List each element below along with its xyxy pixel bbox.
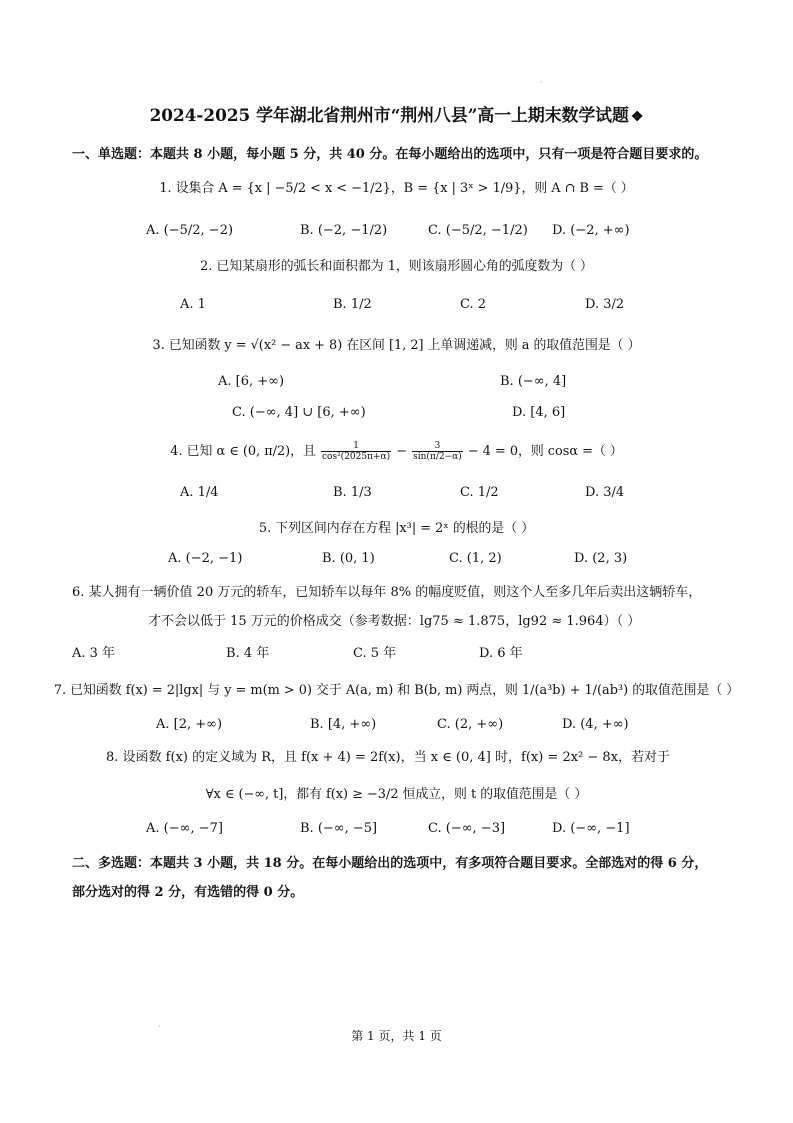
question-3-option-c: C. (−∞, 4] ∪ [6, +∞): [232, 405, 366, 420]
question-1-option-d: D. (−2, +∞): [552, 223, 630, 238]
question-5-option-c: C. (1, 2): [449, 551, 502, 566]
title-text: 2024-2025 学年湖北省荆州市“荆州八县”高一上期末数学试题: [149, 105, 629, 125]
question-6-option-a: A. 3 年: [72, 646, 116, 661]
question-7-option-b: B. [4, +∞): [310, 717, 377, 732]
question-1-stem: 1. 设集合 A = {x | −5/2 < x < −1/2}，B = {x | 3ˣ > 1/9}，则 A ∩ B =（ ）: [159, 181, 634, 196]
question-4-option-d: D. 3/4: [585, 485, 625, 500]
question-6-option-d: D. 6 年: [479, 646, 523, 661]
question-8-option-a: A. (−∞, −7]: [146, 821, 223, 836]
question-3-option-d: D. [4, 6]: [512, 405, 566, 420]
question-8-stem-line-1: 8. 设函数 f(x) 的定义域为 R，且 f(x + 4) = 2f(x)，当 x ∈ (0, 4] 时，f(x) = 2x² − 8x，若对于: [106, 750, 671, 765]
section-2-heading-line-2: 部分选对的得 2 分，有选错的得 0 分。: [72, 885, 304, 900]
fraction-1-denominator: cos²(2025π+α): [322, 452, 391, 462]
question-3-stem: 3. 已知函数 y = √(x² − ax + 8) 在区间 [1, 2] 上单调递减，则 a 的取值范围是（ ）: [152, 338, 641, 353]
question-2-option-a: A. 1: [180, 297, 206, 312]
question-5-option-b: B. (0, 1): [322, 551, 375, 566]
question-8-option-d: D. (−∞, −1]: [552, 821, 630, 836]
question-8-option-b: B. (−∞, −5]: [300, 821, 378, 836]
question-8-option-c: C. (−∞, −3]: [428, 821, 506, 836]
question-4-fraction-1: [321, 441, 391, 462]
question-6-option-c: C. 5 年: [353, 646, 397, 661]
question-5-option-a: A. (−2, −1): [168, 551, 243, 566]
question-1-option-c: C. (−5/2, −1/2): [428, 223, 528, 238]
fraction-2-denominator: sin(π/2−α): [413, 452, 462, 462]
question-3-option-b: B. (−∞, 4]: [500, 374, 567, 389]
question-6-stem-line-1: 6. 某人拥有一辆价值 20 万元的轿车，已知轿车以每年 8% 的幅度贬值，则这个人至多几年后卖出这辆轿车，: [72, 585, 702, 600]
section-2-heading-line-1: 二、多选题：本题共 3 小题，共 18 分。在每小题给出的选项中，有多项符合题目要求。全部选对的得 6 分，: [72, 856, 708, 871]
question-1-option-a: A. (−5/2, −2): [146, 223, 234, 238]
question-5-option-d: D. (2, 3): [574, 551, 628, 566]
question-1-option-b: B. (−2, −1/2): [300, 223, 388, 238]
question-4-stem-suffix: − 4 = 0，则 cosα =（ ）: [467, 444, 623, 459]
page-title: [0, 106, 793, 126]
question-4-fraction-2: [412, 441, 463, 462]
question-6-stem-line-2: 才不会以低于 15 万元的价格成交（参考数据：lg75 ≈ 1.875，lg92 ≈ 1.964）（ ）: [148, 614, 641, 629]
question-7-option-a: A. [2, +∞): [156, 717, 223, 732]
fraction-1-numerator: 1: [321, 441, 391, 452]
question-4-stem: [0, 440, 793, 464]
question-2-option-b: B. 1/2: [333, 297, 372, 312]
question-7-option-c: C. (2, +∞): [437, 717, 504, 732]
question-7-stem: 7. 已知函数 f(x) = 2|lgx| 与 y = m(m > 0) 交于 A(a, m) 和 B(b, m) 两点，则 1/(a³b) + 1/(ab³) 的取值范围是（ ）: [53, 683, 740, 698]
page-footer: 第 1 页，共 1 页: [351, 1029, 442, 1043]
question-3-option-a: A. [6, +∞): [218, 374, 285, 389]
section-1-heading: 一、单选题：本题共 8 小题，每小题 5 分，共 40 分。在每小题给出的选项中，只有一项是符合题目要求的。: [72, 147, 708, 162]
question-4-option-a: A. 1/4: [180, 485, 219, 500]
question-5-stem: 5. 下列区间内存在方程 |x³| = 2ˣ 的根的是（ ）: [258, 521, 535, 536]
question-6-option-b: B. 4 年: [226, 646, 270, 661]
question-4-option-b: B. 1/3: [333, 485, 372, 500]
scan-mark: ·: [158, 1022, 161, 1031]
question-7-option-d: D. (4, +∞): [562, 717, 629, 732]
question-4-option-c: C. 1/2: [460, 485, 499, 500]
question-4-minus: −: [396, 444, 408, 459]
question-2-option-c: C. 2: [460, 297, 487, 312]
fraction-2-numerator: 3: [412, 441, 463, 452]
question-2-stem: 2. 已知某扇形的弧长和面积都为 1，则该扇形圆心角的弧度数为（ ）: [200, 259, 593, 274]
question-2-option-d: D. 3/2: [585, 297, 625, 312]
question-4-stem-prefix: 4. 已知 α ∈ (0, π/2)，且: [170, 444, 316, 459]
title-decoration-icon: ❖: [630, 109, 644, 125]
question-8-stem-line-2: ∀x ∈ (−∞, t]，都有 f(x) ≥ −3/2 恒成立，则 t 的取值范围是（ ）: [205, 787, 588, 802]
scan-mark: ·: [540, 78, 543, 87]
